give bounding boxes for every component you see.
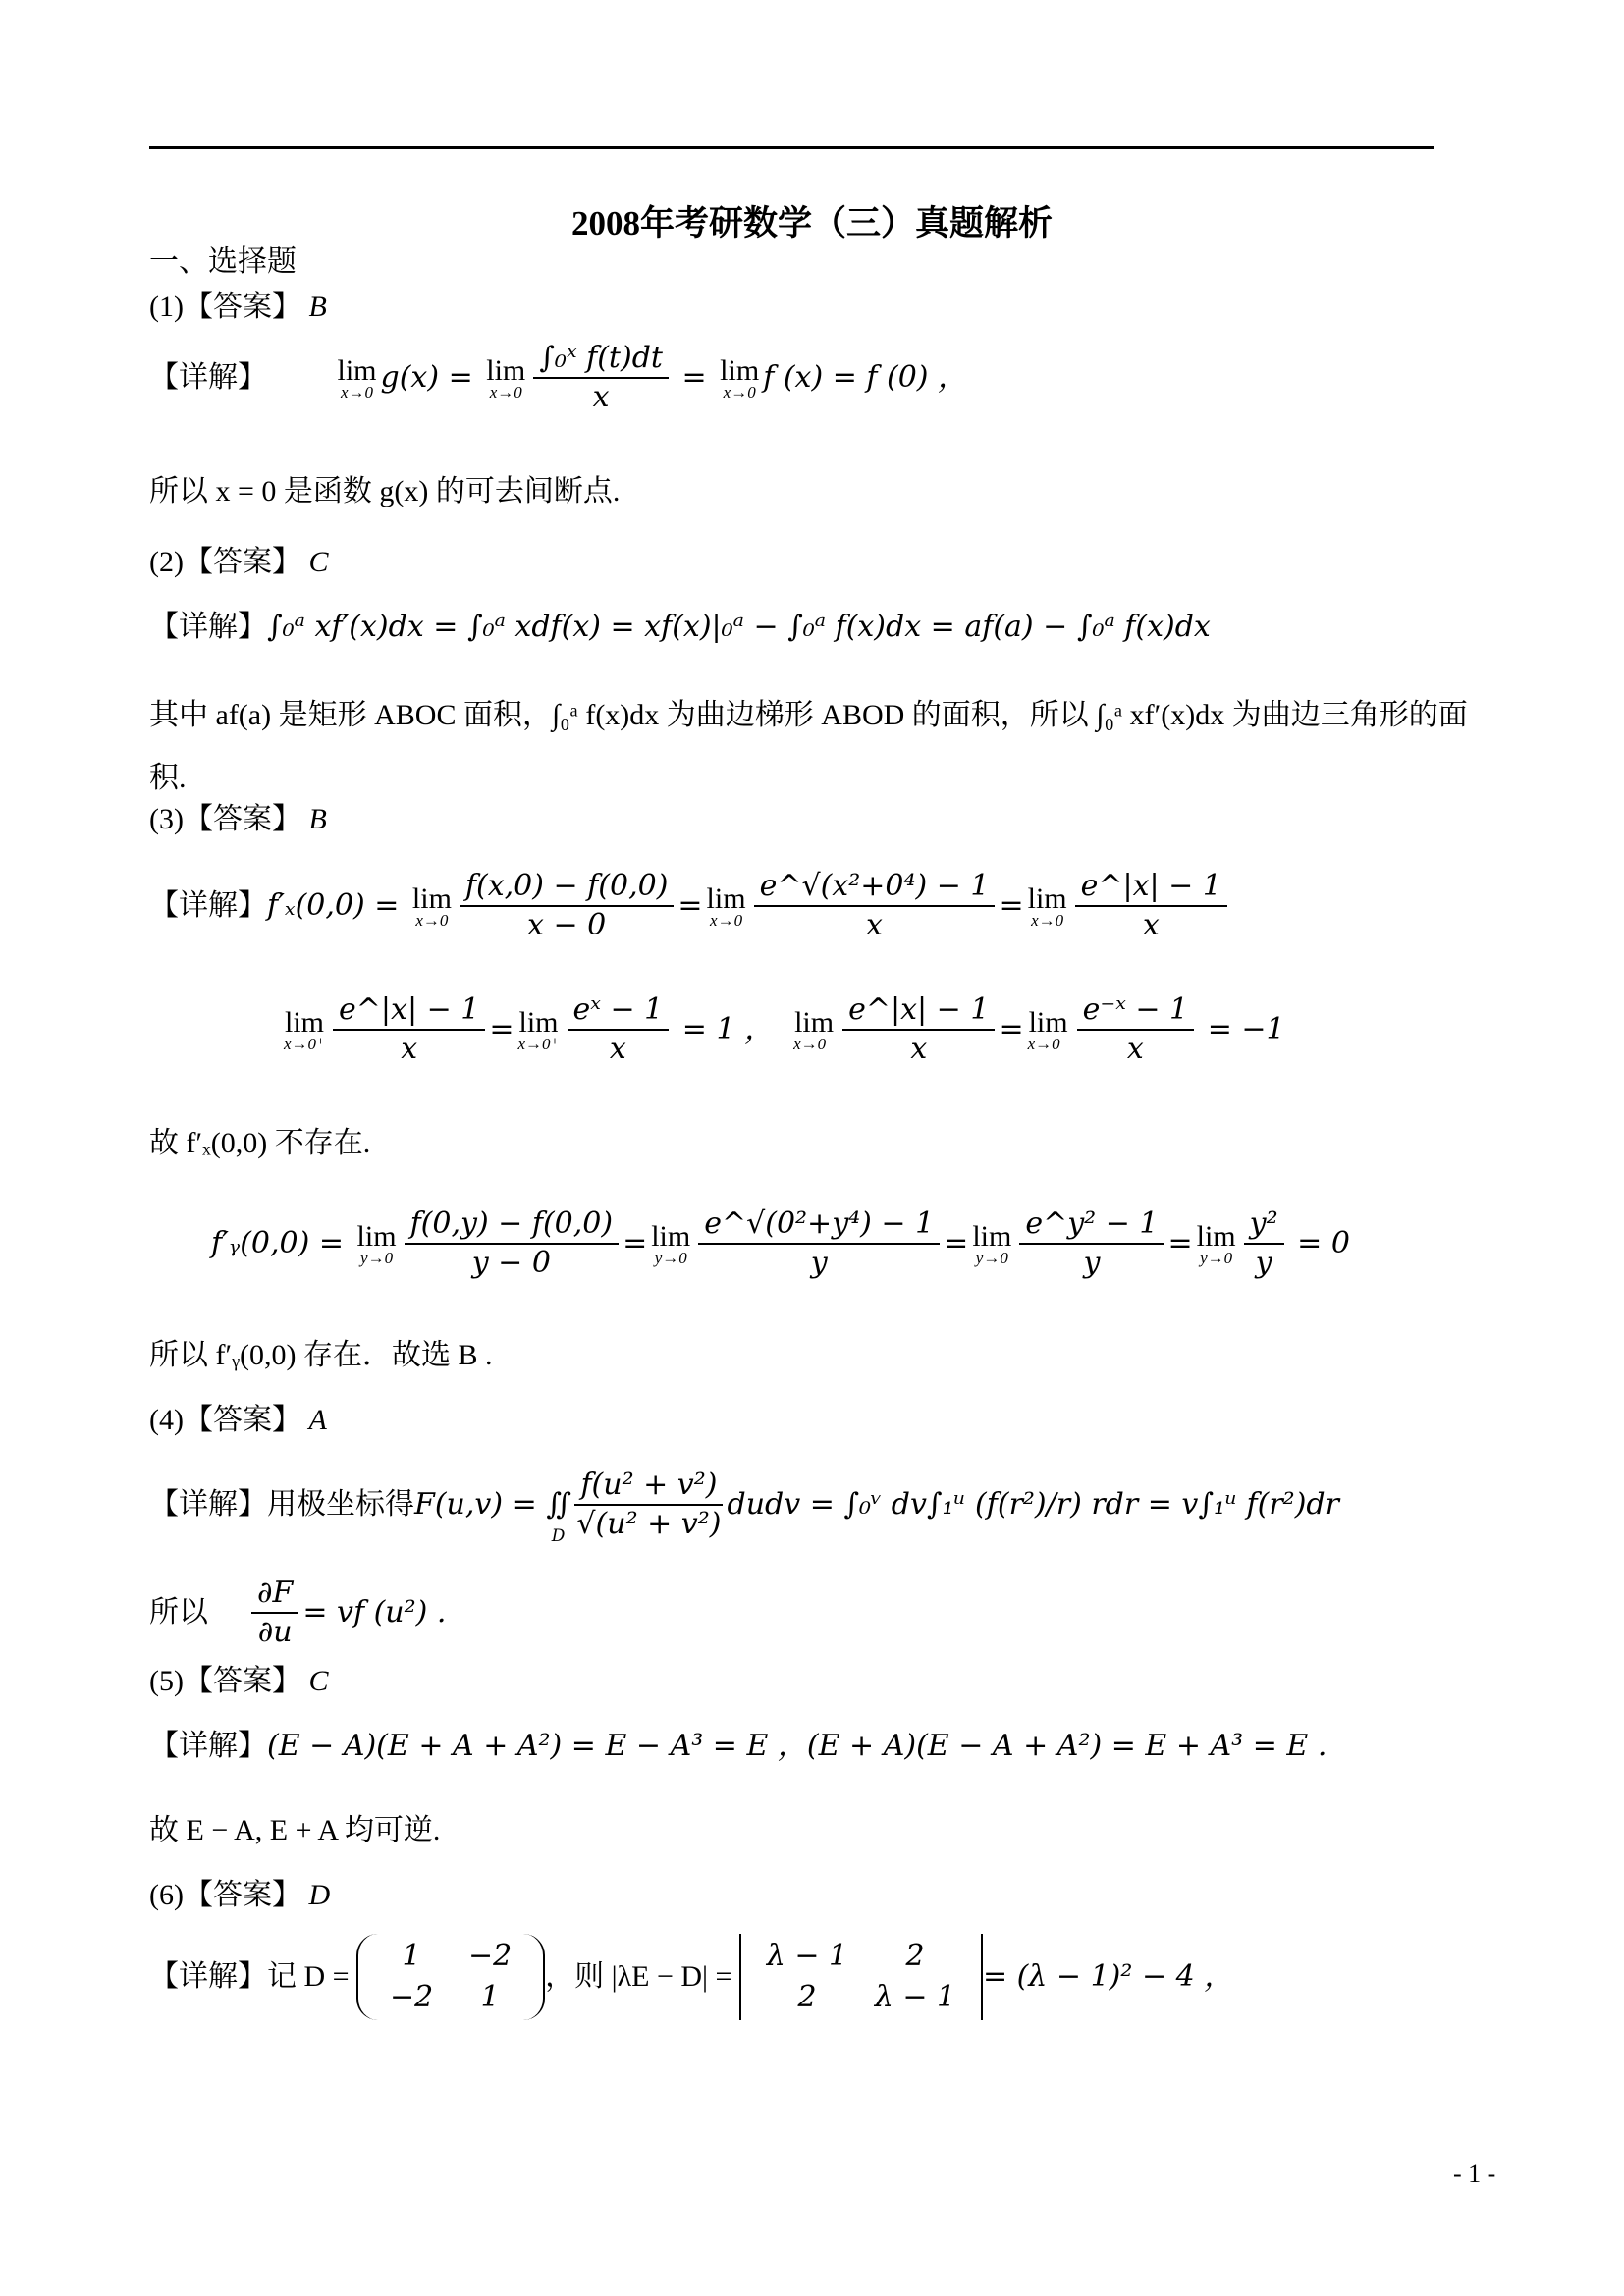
q1-limit-3: lim x→0 — [720, 353, 760, 401]
q1-limit-2: lim x→0 — [486, 353, 526, 401]
q6-matrix-cell: 1 — [480, 1980, 500, 2014]
q4-answer-mark: 【答案】 — [183, 1404, 301, 1436]
q4-detail-line — [149, 1470, 1339, 1545]
q3-detail-line-1: 【详解】f′ₓ(0,0) = lim x→0 $\frac{f(x,0) - f(0,0)}{x - 0}$ = lim x→0 $\frac{\text{e\textasciicircum{}√(x²+0⁴) − 1}}{x}$ = lim x→0 $\frac{e\^{}|x| - 1}{x}$ — [149, 872, 1231, 940]
q1-answer-value: B — [308, 291, 327, 323]
q6-answer-mark: 【答案】 — [183, 1879, 301, 1911]
q3-line1-frac-3 — [1075, 869, 1227, 942]
q3-line3-limit-1: lim y→0 — [356, 1219, 397, 1267]
q3-line1-frac-3-den: x — [1142, 908, 1160, 942]
q6-detail-line — [149, 1934, 1233, 2020]
q3-line2-frac-a-num: e^|x| − 1 — [333, 995, 485, 1031]
q3-line1-frac-2 — [754, 869, 996, 942]
q1-note: 所以 x = 0 是函数 g(x) 的可去间断点. — [149, 475, 621, 507]
q4-fraction-den: √(u² + v²) — [576, 1507, 722, 1541]
q3-line2-frac-c-den: x — [910, 1032, 928, 1066]
q1-formula-lhs: g(x) = — [380, 360, 483, 395]
q5-formula: (E − A)(E + A + A²) = E − A³ = E ，(E + A)(E − A + A²) = E + A³ = E . — [267, 1729, 1327, 1763]
q2-answer-line — [149, 548, 329, 577]
q3-detail-line-3: f′ᵧ(0,0) = lim y→0 $\frac{f(0,y) - f(0,0)}{y - 0}$ = lim y→0 $\frac{\text{e\textasciicircum{}√(0²+y⁴) − 1}}{y}$ = lim y→0 $\frac{\text{e\textasciicircum{}y² − 1}}{y}$ = lim y→0 $\frac{\text{y²}}{y}$ = 0 — [211, 1206, 1350, 1280]
q3-line3-frac-4-num: y² — [1244, 1209, 1284, 1245]
q3-line2-frac-a — [333, 992, 485, 1066]
q1-detail-mark: 【详解】 — [149, 361, 267, 394]
q6-answer-value: D — [308, 1879, 331, 1911]
q5-detail-line — [149, 1729, 1327, 1763]
q3-line1-frac-1 — [460, 869, 674, 942]
q1-formula-rhs: f (x) = f (0) ， — [763, 360, 968, 395]
q3-line2-limit-2: lim x→0⁺ — [517, 1005, 560, 1053]
q3-line2-frac-c-num: e^|x| − 1 — [842, 995, 995, 1031]
q3-line1-lhs: f′ₓ(0,0) = — [267, 888, 408, 923]
q4-note-lead: 所以 — [149, 1596, 208, 1629]
q6-matrix-cell: −2 — [467, 1939, 513, 1973]
q3-answer-mark: 【答案】 — [183, 803, 301, 835]
q6-det-cell: 2 — [797, 1980, 817, 2014]
q4-formula-lhs: F(u,v) = ∬ — [414, 1487, 571, 1522]
q4-answer-line — [149, 1406, 327, 1435]
q3-line2-limit-1: lim x→0⁺ — [284, 1005, 326, 1053]
q3-line3-frac-3-num: e^y² − 1 — [1019, 1209, 1164, 1245]
q4-fraction-num: f(u² + v²) — [574, 1470, 723, 1506]
q3-line3-frac-3 — [1019, 1206, 1164, 1280]
q1-formula-mid: = — [672, 360, 717, 395]
q3-line3-limit-3: lim y→0 — [972, 1219, 1012, 1267]
q3-line3-frac-1-den: y − 0 — [471, 1246, 551, 1280]
q4-derivative-num: ∂F — [251, 1578, 298, 1614]
q3-line3-frac-1 — [405, 1206, 620, 1280]
q1-answer-mark: 【答案】 — [183, 291, 301, 323]
q4-detail-text: 用极坐标得 — [267, 1488, 414, 1521]
q2-formula: ∫₀ᵃ xf′(x)dx = ∫₀ᵃ xdf(x) = xf(x)|₀ᵃ − ∫₀ᵃ f(x)dx = af(a) − ∫₀ᵃ f(x)dx — [267, 610, 1211, 644]
q2-label: (2) — [149, 546, 184, 578]
q1-label: (1) — [149, 291, 184, 323]
q3-line3-frac-4 — [1244, 1206, 1284, 1280]
q3-line2-frac-b — [568, 992, 670, 1066]
q3-line3-limit-2: lim y→0 — [651, 1219, 691, 1267]
q3-line1-frac-2-den: x — [866, 908, 883, 942]
q5-label: (5) — [149, 1665, 184, 1697]
q1-answer-line — [149, 293, 327, 322]
q6-matrix-cell: 1 — [402, 1939, 421, 1973]
q5-answer-line — [149, 1667, 329, 1696]
q3-note-2: 所以 f′ᵧ(0,0) 存在．故选 B . — [149, 1339, 493, 1371]
q3-line1-limit-3: lim x→0 — [1027, 881, 1067, 930]
q2-answer-value: C — [308, 546, 329, 578]
q3-line3-frac-2-den: y — [810, 1246, 828, 1280]
q3-label: (3) — [149, 803, 184, 835]
q3-line2-frac-d-den: x — [1126, 1032, 1144, 1066]
q4-answer-value: A — [308, 1404, 327, 1436]
q5-answer-value: C — [308, 1665, 329, 1697]
q4-formula-rhs: dudv = ∫₀ᵛ dv∫₁ᵘ (f(r²)/r) rdr = v∫₁ᵘ f(r²)dr — [727, 1487, 1339, 1522]
page-title: 2008年考研数学（三）真题解析 — [570, 204, 1053, 242]
header-rule — [149, 146, 1434, 149]
q1-fraction-den: x — [592, 380, 610, 414]
q4-derivative-den: ∂u — [257, 1615, 293, 1649]
q3-line3-limit-4: lim y→0 — [1196, 1219, 1236, 1267]
q1-detail-line — [149, 341, 968, 414]
q3-line2-b-value: = 1 ， — [673, 1012, 775, 1046]
q3-line3-frac-3-den: y — [1083, 1246, 1101, 1280]
q5-detail-mark: 【详解】 — [149, 1730, 267, 1762]
q4-formula-sub: D — [551, 1525, 566, 1546]
q3-line3-frac-2-num: e^√(0²+y⁴) − 1 — [698, 1209, 940, 1245]
q6-result: = (λ − 1)² − 4 ， — [982, 1959, 1234, 1994]
q3-line3-value: = 0 — [1287, 1226, 1350, 1260]
q6-det-cell: λ − 1 — [766, 1939, 848, 1973]
q3-line2-frac-b-num: eˣ − 1 — [568, 995, 670, 1031]
q3-line2-frac-d — [1077, 992, 1195, 1066]
q3-line3-lhs: f′ᵧ(0,0) = — [211, 1226, 353, 1260]
q3-detail-mark: 【详解】 — [149, 889, 267, 922]
q6-determinant — [739, 1934, 983, 2020]
q6-answer-line — [149, 1881, 330, 1910]
q3-line1-frac-1-den: x − 0 — [527, 908, 607, 942]
page-number: - 1 - — [1453, 2160, 1496, 2188]
q4-label: (4) — [149, 1404, 184, 1436]
q6-detail-mark: 【详解】 — [149, 1960, 267, 1993]
q3-line1-frac-3-num: e^|x| − 1 — [1075, 872, 1227, 907]
q3-answer-value: B — [308, 803, 327, 835]
q3-line2-d-value: = −1 — [1198, 1012, 1285, 1046]
q5-answer-mark: 【答案】 — [183, 1665, 301, 1697]
q6-then-text: ，则 |λE − D| = — [545, 1960, 732, 1993]
q1-fraction-num: ∫₀ˣ f(t)dt — [533, 344, 669, 379]
q2-detail-mark: 【详解】 — [149, 611, 267, 643]
q6-det-cell: 2 — [905, 1939, 925, 1973]
q3-line1-frac-1-num: f(x,0) − f(0,0) — [460, 872, 674, 907]
q3-note-1: 故 f′ₓ(0,0) 不存在. — [149, 1127, 371, 1159]
q3-line2-frac-a-den: x — [401, 1032, 418, 1066]
q3-line3-frac-1-num: f(0,y) − f(0,0) — [405, 1209, 620, 1245]
q3-line3-frac-4-den: y — [1255, 1246, 1272, 1280]
q5-note: 故 E − A, E + A 均可逆. — [149, 1814, 441, 1846]
q3-line2-limit-3: lim x→0⁻ — [793, 1005, 836, 1053]
q3-line2-limit-4: lim x→0⁻ — [1027, 1005, 1069, 1053]
q4-note-line — [149, 1575, 447, 1649]
q3-detail-line-2: lim x→0⁺ $\frac{e\^{}|x| - 1}{x}$ = lim x→0⁺ $\frac{\text{eˣ − 1}}{x}$ = 1 ， lim x→0⁻ $\frac{e\^{}|x| - 1}{x}$ = lim x→0⁻ $\frac{\text{e⁻ˣ − 1}}{x}$ = −1 — [284, 992, 1285, 1066]
q3-line1-limit-1: lim x→0 — [411, 881, 452, 930]
q4-derivative — [251, 1575, 298, 1649]
q3-line2-frac-d-num: e⁻ˣ − 1 — [1077, 995, 1195, 1031]
section-heading: 一、选择题 — [149, 245, 297, 278]
q4-detail-mark: 【详解】 — [149, 1488, 267, 1521]
q6-label: (6) — [149, 1879, 184, 1911]
q3-line1-frac-2-num: e^√(x²+0⁴) − 1 — [754, 872, 996, 907]
q6-det-cell: λ − 1 — [874, 1980, 956, 2014]
q4-derivative-rhs: = vf (u²) . — [302, 1595, 447, 1629]
q3-line3-frac-2 — [698, 1206, 940, 1280]
q6-matrix-cell: −2 — [389, 1980, 434, 2014]
q4-fraction — [574, 1470, 723, 1539]
q3-line2-frac-c — [842, 992, 995, 1066]
q2-detail-line — [149, 610, 1211, 644]
q3-line2-frac-b-den: x — [609, 1032, 626, 1066]
q1-limit-1: lim x→0 — [337, 353, 377, 401]
q2-note-1: 其中 af(a) 是矩形 ABOC 面积，∫₀ᵃ f(x)dx 为曲边梯形 ABOD 的面积，所以 ∫₀ᵃ xf′(x)dx 为曲边三角形的面 — [149, 699, 1468, 731]
q6-detail-text: 记 D = — [267, 1960, 350, 1993]
q1-fraction — [533, 341, 669, 414]
q3-answer-line — [149, 805, 327, 834]
q3-line1-limit-2: lim x→0 — [706, 881, 746, 930]
q2-note-2: 积. — [149, 762, 187, 794]
q6-matrix — [356, 1934, 545, 2020]
q2-answer-mark: 【答案】 — [183, 546, 301, 578]
